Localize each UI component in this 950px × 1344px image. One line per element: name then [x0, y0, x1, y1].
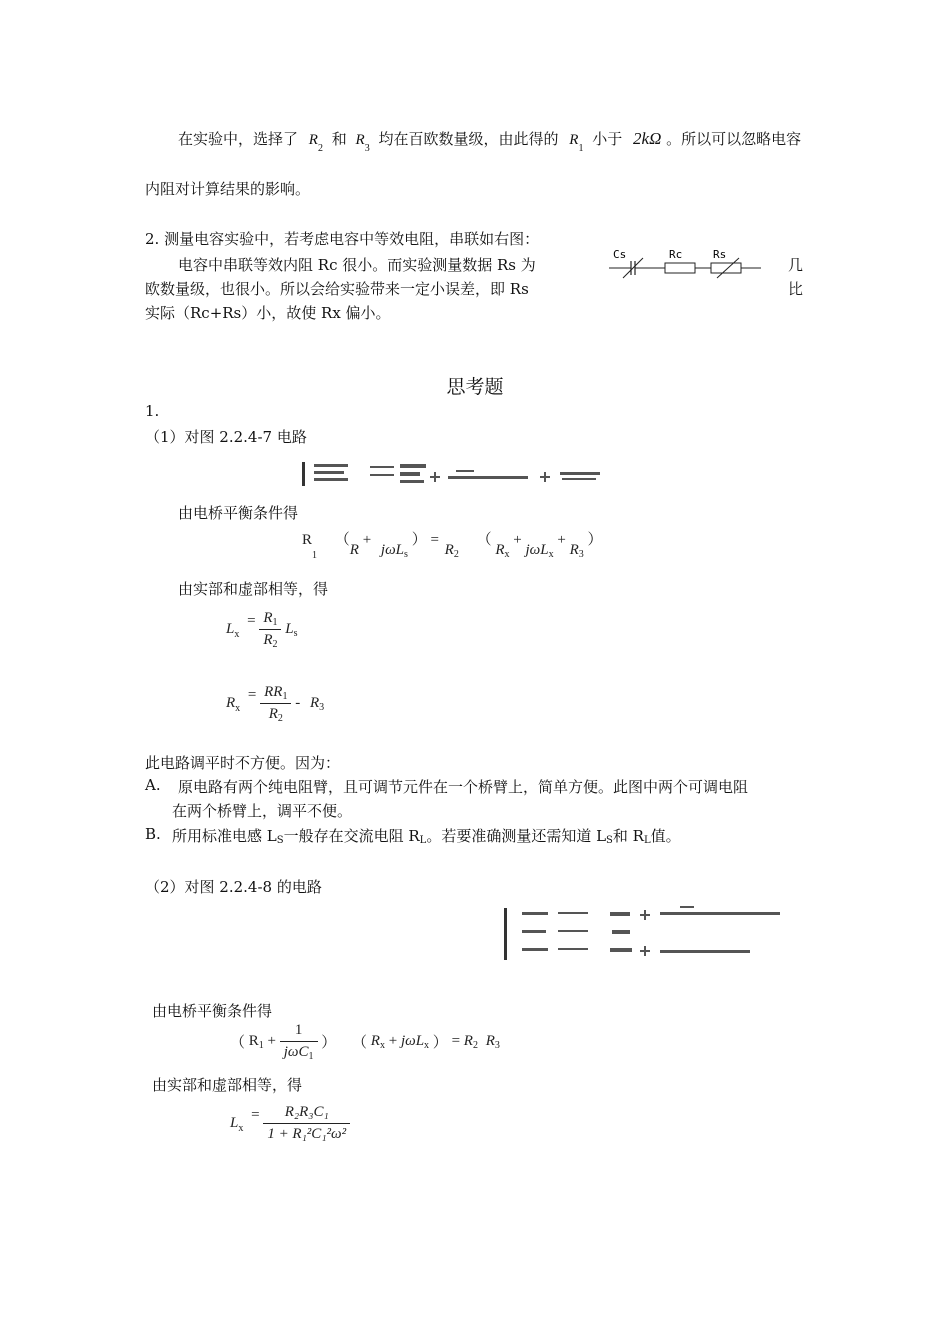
item2-line3: 欧数量级，也很小。所以会给实验带来一定小误差，即 Rs	[145, 280, 529, 298]
reason-a-line1: 原电路有两个纯电阻臂，且可调节元件在一个桥臂上，简单方便。此图中两个可调电阻	[178, 778, 749, 796]
q1-inconvenient: 此电路调平时不方便。因为：	[145, 754, 341, 772]
item2-line1: 2. 测量电容实验中，若考虑电容中等效电阻，串联如右图：	[145, 230, 540, 248]
q1-real-imag-text: 由实部和虚部相等，得	[178, 580, 329, 598]
q1-part2-heading: （2）对图 2.2.4-8 的电路	[145, 878, 322, 896]
q1-part1-heading: （1）对图 2.2.4-7 电路	[145, 428, 307, 446]
label-cs: Cs	[613, 248, 627, 261]
resistor-rs	[711, 263, 741, 273]
label-rs: Rs	[713, 248, 727, 261]
label-rc: Rc	[669, 248, 683, 261]
rx-equation: $R_x$ = $\frac{RR_1}{R_2}$ - $R_3$	[226, 684, 325, 724]
section-title: 思考题	[446, 376, 504, 398]
reason-b-label: B.	[145, 825, 161, 843]
item2-right-char1: 几	[788, 256, 804, 274]
smudged-equation-image-2	[500, 904, 800, 962]
para1-line1: 在实验中，选择了 $R_2$ 和 $R_3$ 均在百欧数量级，由此得的 $R_1$ 小于 2kΩ 。所以可以忽略电容	[178, 129, 802, 154]
balance-equation-2: （ $R_1$ + 1 jωC$_1$ ） （ $R_x + j\omega L_x$ ） = $R_2$ $R_3$	[230, 1022, 500, 1062]
resistor-rc	[665, 263, 695, 273]
value-2k-ohm: 2kΩ	[633, 129, 662, 148]
r1-symbol: $R_1$	[569, 132, 584, 154]
reason-a-label: A.	[145, 776, 161, 794]
balance-equation-1: $R_1$ （R + jωL$_s$ ） = $R_2$ （ $R_x + j\omega L_x + R_3$ ）	[302, 532, 603, 561]
smudged-equation-image-1	[300, 458, 640, 490]
lx-equation-1: $L_x$ = $\frac{R_1}{R_2}$ $L_s$	[226, 610, 298, 650]
item2-line4: 实际（Rc+Rs）小，故使 Rx 偏小。	[145, 304, 391, 322]
r3-symbol: $R_3$	[355, 132, 370, 154]
item2-right-char2: 比	[788, 280, 804, 298]
lx-equation-2: $L_x$ = $\frac{\text{R₂R₃C₁}}{\text{1 + R₁²C₁²ω²}}$	[230, 1104, 350, 1143]
reason-a-line2: 在两个桥臂上，调平不便。	[172, 802, 353, 820]
q1-balance-text: 由电桥平衡条件得	[178, 504, 299, 522]
para1-line2: 内阻对计算结果的影响。	[145, 180, 311, 198]
reason-b-text: 所用标准电感 LS一般存在交流电阻 RL。若要准确测量还需知道 LS和 RL值。	[172, 827, 681, 846]
item2-line2: 电容中串联等效内阻 Rc 很小。而实验测量数据 Rs 为	[178, 256, 536, 274]
q1-balance-text-2: 由电桥平衡条件得	[152, 1002, 273, 1020]
q1-number: 1.	[145, 402, 160, 420]
series-circuit-diagram	[605, 244, 765, 284]
q1-real-imag-text-2: 由实部和虚部相等，得	[152, 1076, 303, 1094]
variable-arrow-rs	[717, 258, 739, 278]
r2-symbol: $R_2$	[308, 132, 323, 154]
